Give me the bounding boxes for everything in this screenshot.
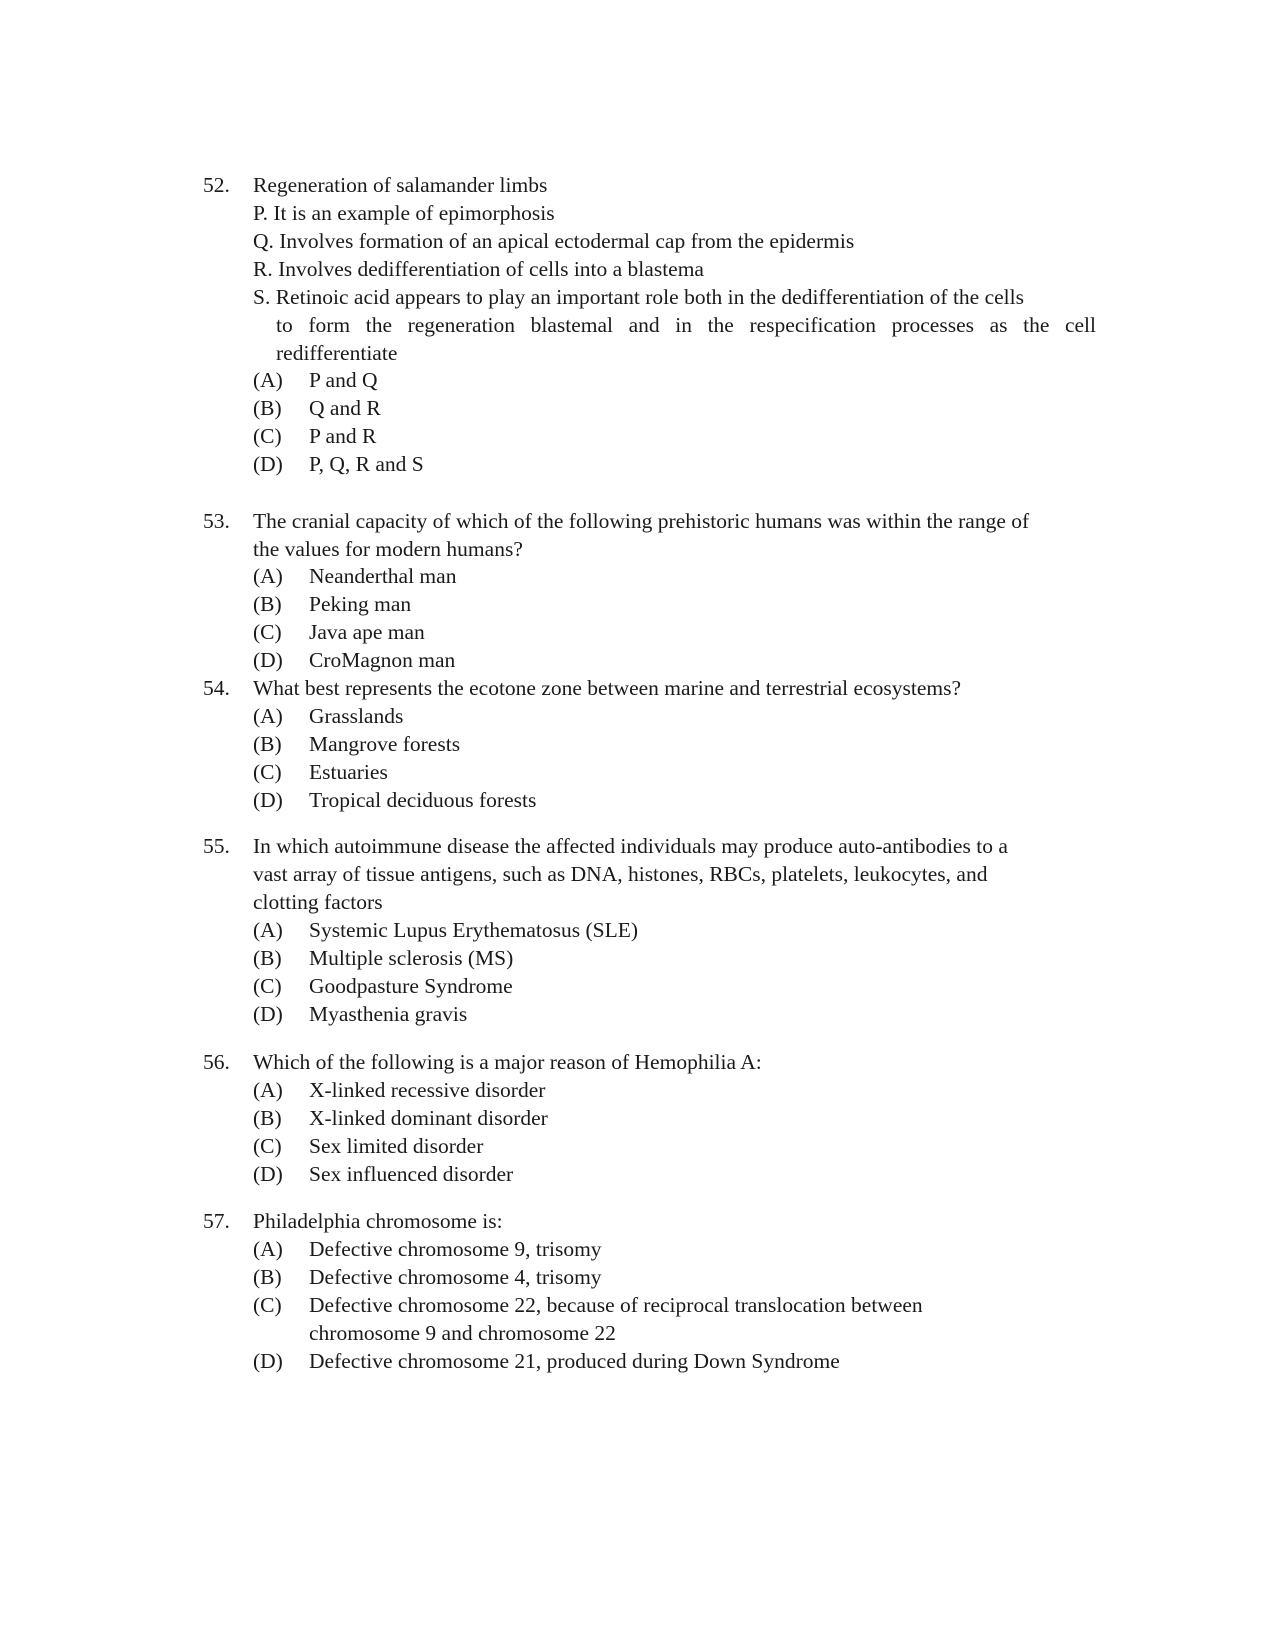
option-b-label: (B) <box>253 732 282 756</box>
option-c-label: (C) <box>253 974 282 998</box>
option-d-label: (D) <box>253 1002 283 1026</box>
question-number: 56. <box>203 1050 230 1074</box>
statement-s-continued: redifferentiate <box>276 341 398 365</box>
option-d-label: (D) <box>253 1349 283 1373</box>
question-number: 52. <box>203 173 230 197</box>
option-c-text: Defective chromosome 22, because of reciprocal translocation between <box>309 1293 923 1317</box>
question-number: 55. <box>203 834 230 858</box>
option-b-text: Mangrove forests <box>309 732 461 756</box>
statement-s-continued: to form the regeneration blastemal and in the respecification processes as the cell <box>276 313 1096 337</box>
option-a-label: (A) <box>253 368 283 392</box>
option-b-label: (B) <box>253 1106 282 1130</box>
question-stem-continued: the values for modern humans? <box>253 537 523 561</box>
option-b-text: Defective chromosome 4, trisomy <box>309 1265 602 1289</box>
option-d-text: Sex influenced disorder <box>309 1162 514 1186</box>
question-number: 54. <box>203 676 230 700</box>
option-d-label: (D) <box>253 452 283 476</box>
question-stem: What best represents the ecotone zone between marine and terrestrial ecosystems? <box>253 676 961 700</box>
option-b-text: Peking man <box>309 592 412 616</box>
option-a-text: Grasslands <box>309 704 404 728</box>
option-c-label: (C) <box>253 424 282 448</box>
option-b-text: Multiple sclerosis (MS) <box>309 946 514 970</box>
option-b-text: Q and R <box>309 396 381 420</box>
question-stem: Regeneration of salamander limbs <box>253 173 548 197</box>
option-b-text: X-linked dominant disorder <box>309 1106 548 1130</box>
option-c-label: (C) <box>253 1293 282 1317</box>
option-c-text: Estuaries <box>309 760 388 784</box>
option-b-label: (B) <box>253 592 282 616</box>
option-a-text: P and Q <box>309 368 378 392</box>
question-number: 53. <box>203 509 230 533</box>
option-a-text: X-linked recessive disorder <box>309 1078 546 1102</box>
question-stem-continued: vast array of tissue antigens, such as DNA, histones, RBCs, platelets, leukocytes, and <box>253 862 988 886</box>
option-d-label: (D) <box>253 1162 283 1186</box>
statement-q: Q. Involves formation of an apical ectodermal cap from the epidermis <box>253 229 855 253</box>
option-a-label: (A) <box>253 918 283 942</box>
statement-s: S. Retinoic acid appears to play an important role both in the dedifferentiation of the cells <box>253 285 1024 309</box>
option-c-text: Goodpasture Syndrome <box>309 974 513 998</box>
option-d-text: Tropical deciduous forests <box>309 788 537 812</box>
question-stem: Philadelphia chromosome is: <box>253 1209 503 1233</box>
option-a-text: Neanderthal man <box>309 564 457 588</box>
option-b-label: (B) <box>253 396 282 420</box>
question-stem: Which of the following is a major reason of Hemophilia A: <box>253 1050 762 1074</box>
option-b-label: (B) <box>253 1265 282 1289</box>
option-a-label: (A) <box>253 704 283 728</box>
option-d-label: (D) <box>253 648 283 672</box>
option-c-text: Java ape man <box>309 620 425 644</box>
question-stem: In which autoimmune disease the affected individuals may produce auto-antibodies to a <box>253 834 1008 858</box>
statement-r: R. Involves dedifferentiation of cells into a blastema <box>253 257 704 281</box>
option-c-text-continued: chromosome 9 and chromosome 22 <box>309 1321 616 1345</box>
option-c-text: Sex limited disorder <box>309 1134 484 1158</box>
option-a-text: Systemic Lupus Erythematosus (SLE) <box>309 918 639 942</box>
option-d-text: Myasthenia gravis <box>309 1002 468 1026</box>
statement-p: P. It is an example of epimorphosis <box>253 201 555 225</box>
option-c-text: P and R <box>309 424 377 448</box>
question-stem-continued: clotting factors <box>253 890 383 914</box>
option-d-text: Defective chromosome 21, produced during Down Syndrome <box>309 1349 840 1373</box>
option-a-label: (A) <box>253 1237 283 1261</box>
option-d-label: (D) <box>253 788 283 812</box>
option-a-text: Defective chromosome 9, trisomy <box>309 1237 602 1261</box>
option-c-label: (C) <box>253 1134 282 1158</box>
question-number: 57. <box>203 1209 230 1233</box>
option-a-label: (A) <box>253 1078 283 1102</box>
question-stem: The cranial capacity of which of the following prehistoric humans was within the range of <box>253 509 1030 533</box>
option-c-label: (C) <box>253 620 282 644</box>
option-d-text: P, Q, R and S <box>309 452 424 476</box>
option-a-label: (A) <box>253 564 283 588</box>
option-b-label: (B) <box>253 946 282 970</box>
option-c-label: (C) <box>253 760 282 784</box>
option-d-text: CroMagnon man <box>309 648 456 672</box>
